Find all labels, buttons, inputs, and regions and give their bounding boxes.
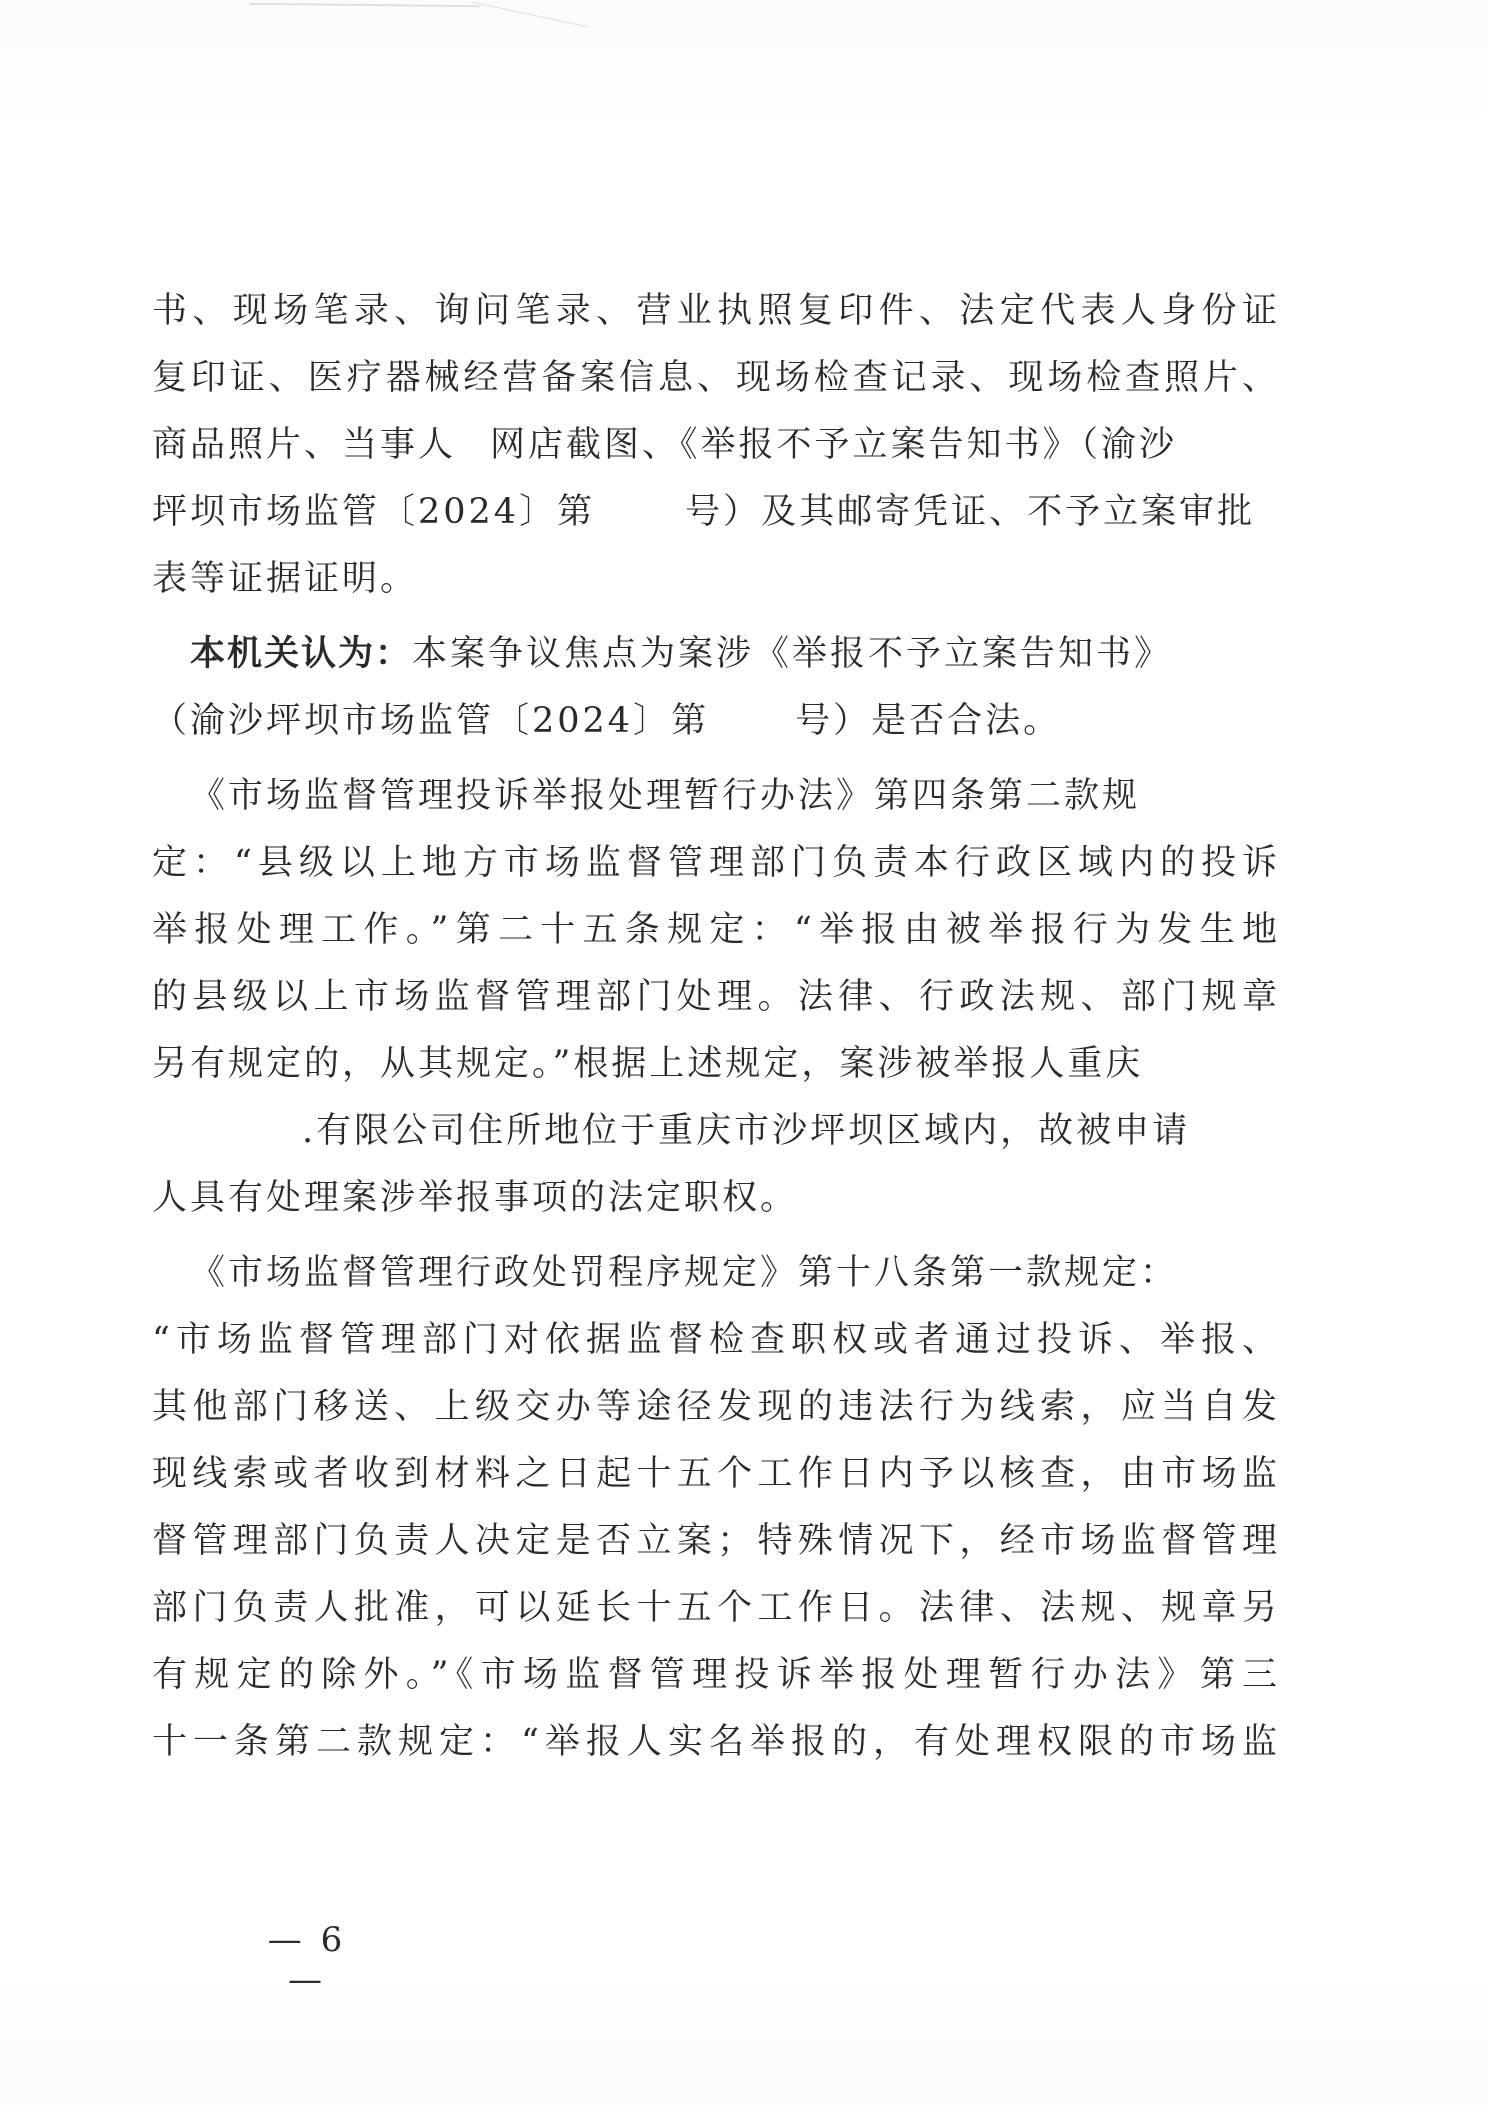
scan-artifact xyxy=(471,2,589,28)
text-line xyxy=(152,763,1280,830)
text-line: 复印证、医疗器械经营备案信息、现场检查记录、现场检查照片、 xyxy=(152,358,1280,398)
text-line: 举报处理工作。”第二十五条规定：“举报由被举报行为发生地 xyxy=(152,910,1280,950)
text-line xyxy=(152,1240,1280,1307)
section-heading: 本机关认为： xyxy=(190,634,413,674)
text-line: 人具有处理案涉举报事项的法定职权。 xyxy=(152,1178,799,1218)
text-segment: 网店截图、《举报不予立案告知书》（渝沙 xyxy=(490,425,1178,465)
text-line xyxy=(152,621,1280,688)
text-line: 表等证据证明。 xyxy=(152,559,419,599)
text-segment: （渝沙坪坝市场监管〔2024〕第 xyxy=(152,701,710,741)
text-line: 督管理部门负责人决定是否立案；特殊情况下，经市场监督管理 xyxy=(152,1521,1280,1561)
text-line xyxy=(152,1098,1280,1165)
text-line: 十一条第二款规定：“举报人实名举报的，有处理权限的市场监 xyxy=(152,1722,1280,1762)
text-line xyxy=(152,688,1280,755)
text-segment: 商品照片、当事人 xyxy=(152,425,457,465)
text-line: “市场监督管理部门对依据监督检查职权或者通过投诉、举报、 xyxy=(152,1320,1280,1360)
text-segment: 坪坝市场监管〔2024〕第 xyxy=(152,492,596,532)
text-line: 书、现场笔录、询问笔录、营业执照复印件、法定代表人身份证 xyxy=(152,291,1280,331)
page-number: — 6 — xyxy=(267,1920,347,2000)
text-line: 有规定的除外。”《市场监督管理投诉举报处理暂行办法》第三 xyxy=(152,1655,1280,1695)
text-line: 其他部门移送、上级交办等途径发现的违法行为线索，应当自发 xyxy=(152,1387,1280,1427)
document-body xyxy=(152,278,1280,1776)
text-segment: 号）是否合法。 xyxy=(795,701,1062,741)
text-line: 的县级以上市场监督管理部门处理。法律、行政法规、部门规章 xyxy=(152,977,1280,1017)
text-line: 另有规定的，从其规定。”根据上述规定，案涉被举报人重庆 xyxy=(152,1044,1144,1084)
text-segment: .有限公司住所地位于重庆市沙坪坝区域内，故被申请 xyxy=(302,1111,1191,1151)
scan-artifact xyxy=(250,3,480,7)
text-segment: 本案争议焦点为案涉《举报不予立案告知书》 xyxy=(412,634,1173,674)
text-segment: 《市场监督管理行政处罚程序规定》第十八条第一款规定： xyxy=(190,1253,1179,1293)
text-line: 定：“县级以上地方市场监督管理部门负责本行政区域内的投诉 xyxy=(152,843,1280,883)
text-line: 现线索或者收到材料之日起十五个工作日内予以核查，由市场监 xyxy=(152,1454,1280,1494)
text-line: 部门负责人批准，可以延长十五个工作日。法律、法规、规章另 xyxy=(152,1588,1280,1628)
text-line xyxy=(152,412,1280,479)
text-segment: 号）及其邮寄凭证、不予立案审批 xyxy=(685,492,1256,532)
text-line xyxy=(152,479,1280,546)
text-segment: 《市场监督管理投诉举报处理暂行办法》第四条第二款规 xyxy=(190,776,1141,816)
